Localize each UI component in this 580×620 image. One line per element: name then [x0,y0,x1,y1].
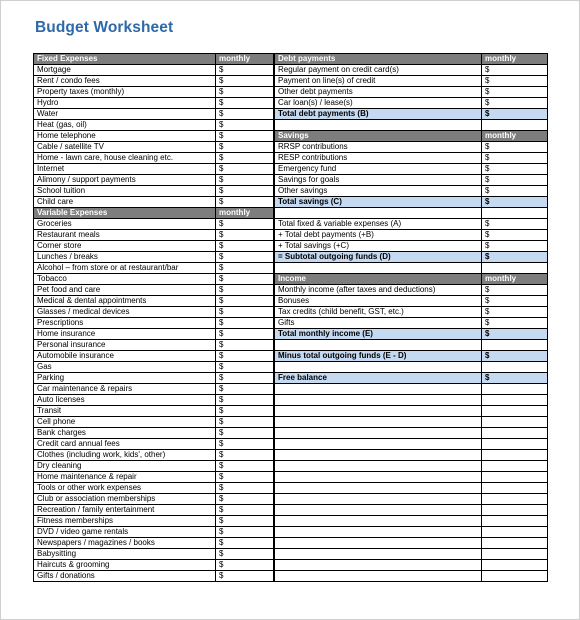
row-label: Corner store [34,241,216,252]
row-label: Rent / condo fees [34,76,216,87]
amount-cell[interactable]: $ [216,329,274,340]
table-row [34,428,274,439]
row-label: Tax credits (child benefit, GST, etc.) [275,307,482,318]
row-label: Dry cleaning [34,461,216,472]
row-label: Prescriptions [34,318,216,329]
table-row [34,549,274,560]
row-label: Home maintenance & repair [34,472,216,483]
amount-cell[interactable]: $ [216,274,274,285]
table-row [275,186,548,197]
row-label: Credit card annual fees [34,439,216,450]
table-row [34,142,274,153]
empty-row [275,340,548,351]
row-label: Parking [34,373,216,384]
amount-cell[interactable]: $ [216,219,274,230]
table-row [34,164,274,175]
amount-cell [482,505,548,516]
table-row [34,285,274,296]
amount-cell[interactable]: $ [482,285,548,296]
row-label: Automobile insurance [34,351,216,362]
column-header-monthly: monthly [216,208,274,219]
table-row [34,373,274,384]
row-label: Internet [34,164,216,175]
row-label: Total monthly income (E) [275,329,482,340]
empty-row [275,549,548,560]
amount-cell [482,461,548,472]
row-label [275,340,482,351]
table-row [34,241,274,252]
table-row [34,538,274,549]
row-label: Newspapers / magazines / books [34,538,216,549]
row-label: Glasses / medical devices [34,307,216,318]
row-label: Gifts / donations [34,571,216,582]
total-row [275,197,548,208]
row-label: Auto licenses [34,395,216,406]
amount-cell[interactable]: $ [216,120,274,131]
row-label: Tools or other work expenses [34,483,216,494]
amount-cell[interactable]: $ [216,109,274,120]
row-label: Recreation / family entertainment [34,505,216,516]
table-row [275,175,548,186]
row-label: Total debt payments (B) [275,109,482,120]
table-row [34,87,274,98]
amount-cell [482,472,548,483]
column-header-monthly: monthly [482,274,548,285]
empty-row [275,406,548,417]
amount-cell[interactable]: $ [216,142,274,153]
amount-cell[interactable]: $ [216,307,274,318]
empty-row [275,450,548,461]
row-label: Pet food and care [34,285,216,296]
amount-cell[interactable]: $ [482,87,548,98]
row-label: Gifts [275,318,482,329]
table-row [34,153,274,164]
amount-cell [482,263,548,274]
column-header-monthly: monthly [482,131,548,142]
row-label [275,439,482,450]
row-label [275,527,482,538]
row-label: Home telephone [34,131,216,142]
row-label [275,461,482,472]
amount-cell[interactable]: $ [482,219,548,230]
row-label: Babysitting [34,549,216,560]
row-label: Cable / satellite TV [34,142,216,153]
amount-cell[interactable]: $ [216,197,274,208]
empty-row [275,263,548,274]
table-row [34,329,274,340]
row-label: Restaurant meals [34,230,216,241]
row-label [275,516,482,527]
total-row [275,373,548,384]
amount-cell[interactable]: $ [216,428,274,439]
amount-cell[interactable]: $ [482,296,548,307]
amount-cell [482,439,548,450]
expenses-table [33,53,274,582]
amount-cell[interactable]: $ [216,340,274,351]
amount-cell[interactable]: $ [216,406,274,417]
row-label: Tobacco [34,274,216,285]
amount-cell[interactable]: $ [482,307,548,318]
amount-cell[interactable]: $ [216,538,274,549]
column-header-monthly: monthly [482,54,548,65]
empty-row [275,483,548,494]
row-label: Fitness memberships [34,516,216,527]
amount-cell[interactable]: $ [216,131,274,142]
section-title: Fixed Expenses [34,54,216,65]
row-label: Child care [34,197,216,208]
table-row [34,230,274,241]
empty-row [275,527,548,538]
table-row [275,164,548,175]
row-label: Lunches / breaks [34,252,216,263]
table-row [275,65,548,76]
table-row [34,571,274,582]
row-label: RESP contributions [275,153,482,164]
amount-cell[interactable]: $ [216,472,274,483]
page-title: Budget Worksheet [35,19,174,36]
table-row [34,131,274,142]
table-row [275,153,548,164]
empty-row [275,439,548,450]
row-label [275,395,482,406]
total-row [275,329,548,340]
row-label: Home insurance [34,329,216,340]
row-label: Car loan(s) / lease(s) [275,98,482,109]
row-label: + Total debt payments (+B) [275,230,482,241]
table-row [34,252,274,263]
empty-row [275,395,548,406]
row-label [275,208,482,219]
table-row [275,307,548,318]
amount-cell [482,362,548,373]
section-header-row [34,54,274,65]
row-label: Cell phone [34,417,216,428]
table-row [34,197,274,208]
table-row [34,219,274,230]
row-label [275,362,482,373]
row-label: Regular payment on credit card(s) [275,65,482,76]
amount-cell[interactable]: $ [216,318,274,329]
table-row [34,494,274,505]
row-label: Monthly income (after taxes and deductions) [275,285,482,296]
table-row [275,142,548,153]
row-label: Home - lawn care, house cleaning etc. [34,153,216,164]
amount-cell[interactable]: $ [482,164,548,175]
table-row [34,439,274,450]
amount-cell[interactable]: $ [216,252,274,263]
amount-cell[interactable]: $ [216,516,274,527]
table-row [34,483,274,494]
row-label: Emergency fund [275,164,482,175]
amount-cell[interactable]: $ [216,175,274,186]
table-row [34,318,274,329]
amount-cell[interactable]: $ [482,65,548,76]
amount-cell [482,395,548,406]
section-title: Savings [275,131,482,142]
table-row [275,296,548,307]
amount-cell[interactable]: $ [216,263,274,274]
table-row [34,307,274,318]
empty-row [275,461,548,472]
amount-cell[interactable]: $ [216,230,274,241]
amount-cell[interactable]: $ [216,417,274,428]
total-row [275,351,548,362]
empty-row [275,560,548,571]
amount-cell[interactable]: $ [482,109,548,120]
amount-cell[interactable]: $ [482,351,548,362]
row-label [275,505,482,516]
amount-cell[interactable]: $ [216,87,274,98]
table-row [34,516,274,527]
row-label: Water [34,109,216,120]
amount-cell[interactable]: $ [216,373,274,384]
amount-cell[interactable]: $ [482,186,548,197]
amount-cell[interactable]: $ [216,98,274,109]
table-row [275,219,548,230]
table-row [34,98,274,109]
row-label: School tuition [34,186,216,197]
empty-row [275,417,548,428]
row-label [275,549,482,560]
row-label: Payment on line(s) of credit [275,76,482,87]
table-row [34,65,274,76]
empty-row [275,208,548,219]
table-row [275,87,548,98]
table-row [34,120,274,131]
empty-row [275,505,548,516]
row-label [275,450,482,461]
row-label: RRSP contributions [275,142,482,153]
section-header-row [34,208,274,219]
row-label: Personal insurance [34,340,216,351]
amount-cell [482,450,548,461]
row-label: Other savings [275,186,482,197]
amount-cell[interactable]: $ [216,549,274,560]
row-label: + Total savings (+C) [275,241,482,252]
empty-row [275,362,548,373]
table-row [34,351,274,362]
row-label: Heat (gas, oil) [34,120,216,131]
row-label [275,472,482,483]
table-row [34,527,274,538]
amount-cell[interactable]: $ [216,76,274,87]
empty-row [275,472,548,483]
amount-cell[interactable]: $ [482,373,548,384]
table-row [34,175,274,186]
amount-cell[interactable]: $ [482,329,548,340]
amount-cell [482,406,548,417]
row-label: Bank charges [34,428,216,439]
amount-cell[interactable]: $ [216,186,274,197]
row-label: Other debt payments [275,87,482,98]
row-label: Bonuses [275,296,482,307]
row-label [275,417,482,428]
table-row [275,76,548,87]
row-label [275,494,482,505]
amount-cell[interactable]: $ [216,164,274,175]
table-row [34,263,274,274]
row-label: Total savings (C) [275,197,482,208]
amount-cell[interactable]: $ [482,230,548,241]
total-row [275,109,548,120]
table-row [34,340,274,351]
row-label: DVD / video game rentals [34,527,216,538]
amount-cell [482,483,548,494]
row-label: Total fixed & variable expenses (A) [275,219,482,230]
section-header-row [275,274,548,285]
row-label [275,428,482,439]
amount-cell[interactable]: $ [216,285,274,296]
row-label [275,263,482,274]
amount-cell [482,340,548,351]
table-row [34,505,274,516]
table-row [34,461,274,472]
amount-cell[interactable]: $ [216,296,274,307]
amount-cell[interactable]: $ [482,318,548,329]
section-title: Variable Expenses [34,208,216,219]
row-label: Savings for goals [275,175,482,186]
amount-cell[interactable]: $ [216,571,274,582]
table-row [275,285,548,296]
empty-row [275,428,548,439]
amount-cell [482,208,548,219]
table-row [34,186,274,197]
table-row [275,241,548,252]
row-label [275,571,482,582]
column-header-monthly: monthly [216,54,274,65]
amount-cell[interactable]: $ [216,351,274,362]
section-title: Income [275,274,482,285]
amount-cell[interactable]: $ [216,395,274,406]
amount-cell[interactable]: $ [216,450,274,461]
row-label [275,560,482,571]
summary-table [274,53,548,582]
row-label [275,406,482,417]
table-row [275,98,548,109]
table-row [34,417,274,428]
amount-cell[interactable]: $ [216,494,274,505]
amount-cell[interactable]: $ [216,384,274,395]
amount-cell [482,428,548,439]
table-row [34,76,274,87]
table-row [34,472,274,483]
amount-cell[interactable]: $ [216,241,274,252]
row-label: Gas [34,362,216,373]
table-row [275,318,548,329]
amount-cell[interactable]: $ [216,461,274,472]
empty-row [275,538,548,549]
row-label [275,483,482,494]
row-label: Mortgage [34,65,216,76]
empty-row [275,571,548,582]
empty-row [275,516,548,527]
amount-cell [482,120,548,131]
row-label: Free balance [275,373,482,384]
amount-cell[interactable]: $ [216,505,274,516]
row-label: Haircuts & grooming [34,560,216,571]
section-title: Debt payments [275,54,482,65]
amount-cell [482,516,548,527]
amount-cell [482,538,548,549]
amount-cell[interactable]: $ [482,98,548,109]
table-row [34,395,274,406]
table-row [34,406,274,417]
amount-cell [482,571,548,582]
section-header-row [275,131,548,142]
row-label: Car maintenance & repairs [34,384,216,395]
table-row [34,450,274,461]
row-label: Minus total outgoing funds (E - D) [275,351,482,362]
amount-cell [482,560,548,571]
row-label: Clothes (including work, kids', other) [34,450,216,461]
amount-cell[interactable]: $ [216,527,274,538]
empty-row [275,120,548,131]
amount-cell [482,417,548,428]
amount-cell[interactable]: $ [482,197,548,208]
amount-cell[interactable]: $ [216,439,274,450]
amount-cell[interactable]: $ [482,175,548,186]
table-row [34,274,274,285]
empty-row [275,384,548,395]
row-label: Hydro [34,98,216,109]
row-label: Club or association memberships [34,494,216,505]
amount-cell [482,549,548,560]
row-label [275,120,482,131]
row-label: Transit [34,406,216,417]
amount-cell [482,384,548,395]
amount-cell[interactable]: $ [216,362,274,373]
amount-cell[interactable]: $ [482,76,548,87]
row-label: Alcohol – from store or at restaurant/bar [34,263,216,274]
amount-cell[interactable]: $ [216,560,274,571]
row-label: Medical & dental appointments [34,296,216,307]
row-label [275,538,482,549]
amount-cell [482,494,548,505]
amount-cell[interactable]: $ [216,483,274,494]
table-row [34,296,274,307]
row-label: Property taxes (monthly) [34,87,216,98]
row-label [275,384,482,395]
row-label: Groceries [34,219,216,230]
section-header-row [275,54,548,65]
amount-cell [482,527,548,538]
amount-cell[interactable]: $ [216,153,274,164]
table-row [34,109,274,120]
amount-cell[interactable]: $ [482,153,548,164]
amount-cell[interactable]: $ [482,142,548,153]
amount-cell[interactable]: $ [482,241,548,252]
table-row [34,384,274,395]
amount-cell[interactable]: $ [216,65,274,76]
table-row [275,230,548,241]
table-row [34,362,274,373]
row-label: Alimony / support payments [34,175,216,186]
total-row [275,252,548,263]
amount-cell[interactable]: $ [482,252,548,263]
empty-row [275,494,548,505]
table-row [34,560,274,571]
row-label: = Subtotal outgoing funds (D) [275,252,482,263]
